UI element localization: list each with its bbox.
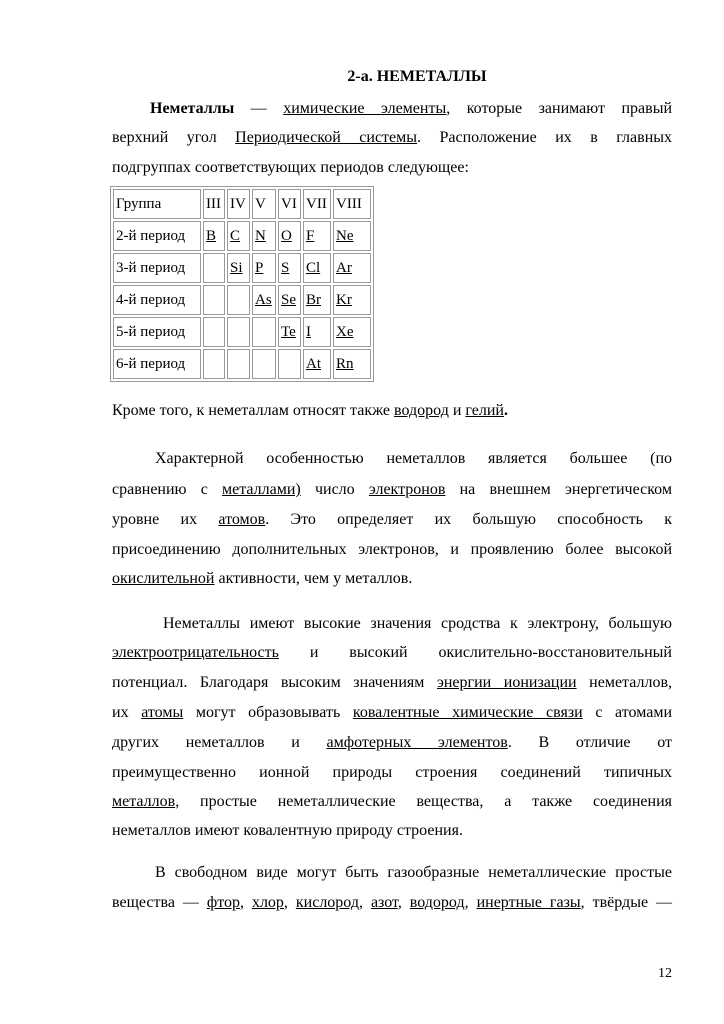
p3-line-8: неметаллов имеют ковалентную природу строения. [112,822,463,839]
table-header-cell: VI [278,189,301,219]
nonmetals-table [110,186,374,382]
text: , которые занимают правый [446,100,673,117]
text: активности, чем у металлов. [214,570,413,587]
table-header-row [113,189,371,219]
p2-line-5 [112,569,672,589]
empty-cell [227,349,250,379]
intro-line-3: подгруппах соответствующих периодов следующее: [112,159,469,176]
element-link[interactable]: Se [278,285,301,315]
link-chemical-elements[interactable]: химические элементы [283,100,447,117]
period-label: 4-й период [113,285,201,315]
text: Кроме того, к неметаллам относят также [112,402,395,419]
text: и [448,402,466,419]
text: , [239,894,252,911]
text: , [464,894,477,911]
p4-line-1: В свободном виде могут быть газообразные неметаллические простые [155,864,672,881]
text: , [283,894,296,911]
text: с атомами [582,704,673,721]
text: . [503,402,508,419]
p2-line-1: Характерной особенностью неметаллов является большее (по [155,450,672,467]
page-number: 12 [658,966,672,981]
p3-line-6: преимущественно ионной природы строения соединений типичных [112,764,672,781]
period-label: 6-й период [113,349,201,379]
table-row [113,349,371,379]
text: неметаллов, [576,674,673,691]
empty-cell [203,317,225,347]
link-hydrogen-2[interactable]: водород [409,894,465,911]
p2-line-2 [112,480,672,500]
text: . В отличие от [507,734,673,751]
element-link[interactable]: C [227,221,250,251]
text: уровне их [112,511,219,528]
element-link[interactable]: Ar [333,253,371,283]
link-atoms-2[interactable]: атомы [141,704,184,721]
p3-line-7 [112,792,672,812]
link-nitrogen[interactable]: азот [370,894,398,911]
table-header-cell: III [203,189,225,219]
table-header-cell: V [252,189,276,219]
period-label: 3-й период [113,253,201,283]
element-link[interactable]: Br [303,285,331,315]
text: . Расположение их в главных [417,129,673,146]
empty-cell [252,349,276,379]
table-row [113,253,371,283]
empty-cell [227,317,250,347]
text: число [300,481,369,498]
text: их [112,704,142,721]
element-link[interactable]: I [303,317,331,347]
empty-cell [278,349,301,379]
text: , [397,894,410,911]
text: , [358,894,371,911]
text: , твёрдые — [580,894,673,911]
element-link[interactable]: Ne [333,221,371,251]
empty-cell [203,349,225,379]
text: , простые неметаллические вещества, а также соединения [175,793,672,810]
text: потенциал. Благодаря высоким значениям [112,674,437,691]
text: могут образовывать [183,704,353,721]
link-amphoteric[interactable]: амфотерных элементов [326,734,508,751]
text: верхний угол [112,129,236,146]
empty-cell [252,317,276,347]
text: вещества — [112,894,207,911]
p2-line-3 [112,510,672,530]
table-row [113,285,371,315]
intro-line-2 [112,128,672,148]
element-link[interactable]: Te [278,317,301,347]
link-oxygen[interactable]: кислород [295,894,359,911]
period-label: 2-й период [113,221,201,251]
p2-line-4: присоединению дополнительных электронов, и проявлению более высокой [112,541,672,558]
table-header-cell: VII [303,189,331,219]
element-link[interactable]: At [303,349,331,379]
element-link[interactable]: Cl [303,253,331,283]
text: . Это определяет их большую способность к [265,511,673,528]
link-hydrogen[interactable]: водород [394,402,449,419]
element-link[interactable]: Kr [333,285,371,315]
empty-cell [227,285,250,315]
table-header-cell: IV [227,189,250,219]
table-header-cell: Группа [113,189,201,219]
link-periodic-system[interactable]: Периодической системы [235,129,418,146]
element-link[interactable]: Xe [333,317,371,347]
p4-line-2 [112,893,672,913]
intro-line-1 [150,99,672,119]
element-link[interactable]: Rn [333,349,371,379]
element-link[interactable]: S [278,253,301,283]
link-oxidizing[interactable]: окислительной [112,570,215,587]
text: на внешнем энергетическом [445,481,672,498]
text: сравнению с [112,481,223,498]
element-link[interactable]: F [303,221,331,251]
element-link[interactable]: As [252,285,276,315]
p3-line-2 [112,643,672,663]
link-chlorine[interactable]: хлор [251,894,284,911]
element-link[interactable]: B [203,221,225,251]
link-metals-2[interactable]: металлов [112,793,176,810]
table-row [113,317,371,347]
text: — [234,100,284,117]
link-electronegativity[interactable]: электроотрицательность [112,644,279,661]
also-line [112,401,672,421]
period-label: 5-й период [113,317,201,347]
p3-line-3 [112,673,672,693]
term-nonmetals: Неметаллы [150,100,235,117]
link-inert-gases[interactable]: инертные газы [476,894,581,911]
section-title: 2-а. НЕМЕТАЛЛЫ [347,68,487,85]
table-row [113,221,371,251]
link-helium[interactable]: гелий [465,402,504,419]
link-fluorine[interactable]: фтор [206,894,240,911]
text: других неметаллов и [112,734,327,751]
element-link[interactable]: Si [227,253,250,283]
table-header-cell: VIII [333,189,371,219]
p3-line-1: Неметаллы имеют высокие значения сродства к электрону, большую [163,615,672,632]
p3-line-4 [112,703,672,723]
element-link[interactable]: N [252,221,276,251]
link-atoms[interactable]: атомов [218,511,266,528]
empty-cell [203,253,225,283]
empty-cell [203,285,225,315]
link-electrons[interactable]: электронов [368,481,446,498]
link-ionization-energy[interactable]: энергии ионизации [437,674,577,691]
link-covalent-bonds[interactable]: ковалентные химические связи [352,704,583,721]
element-link[interactable]: O [278,221,301,251]
element-link[interactable]: P [252,253,276,283]
p3-line-5 [112,733,672,753]
link-metals[interactable]: металлами) [222,481,301,498]
text: и высокий окислительно-восстановительный [278,644,672,661]
